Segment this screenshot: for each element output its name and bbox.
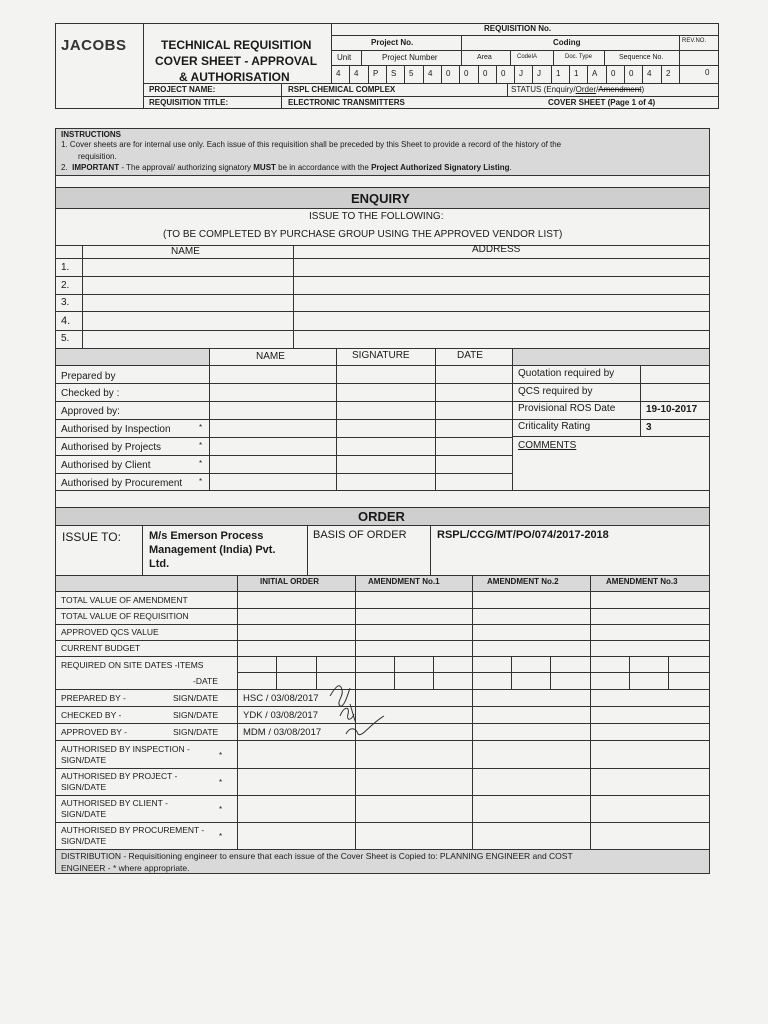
col-amendment-1: AMENDMENT No.1	[368, 577, 440, 586]
code-digit: A	[592, 69, 598, 78]
instruction-1: 1. Cover sheets are for internal use only. Each issue of this requisition shall be preceded by this Sheet to provide a record of the history of the	[61, 140, 562, 149]
order-value-row-label: CURRENT BUDGET	[61, 643, 141, 653]
code-digit: P	[373, 69, 379, 78]
code-digit: 1	[574, 69, 579, 78]
form-title-line-3: & AUTHORISATION	[179, 70, 290, 84]
instruction-1-cont: requisition.	[78, 152, 117, 161]
code-digit: 5	[409, 69, 414, 78]
code-digit: 4	[428, 69, 433, 78]
sign-row-mark: *	[199, 441, 203, 450]
required-date-label: -DATE	[193, 676, 218, 686]
basis-of-order-label: BASIS OF ORDER	[313, 529, 407, 541]
distribution-line-2: ENGINEER - * where appropriate.	[61, 863, 190, 873]
code-sublabel: CodeIA	[517, 54, 538, 60]
auth-row-sign-date: SIGN/DATE	[61, 809, 107, 819]
signed-row-label: PREPARED BY -	[61, 693, 126, 703]
enquiry-right-label: Criticality Rating	[518, 421, 591, 432]
sign-row-mark: *	[199, 423, 203, 432]
requisition-title-value: ELECTRONIC TRANSMITTERS	[288, 98, 405, 107]
sign-row-label: Authorised by Projects	[61, 442, 162, 453]
code-sublabel: Area	[477, 54, 492, 61]
auth-row-asterisk: *	[219, 805, 223, 814]
order-heading: ORDER	[358, 509, 405, 524]
signed-row-sign-date: SIGN/DATE	[173, 727, 219, 737]
issue-to-label: ISSUE TO:	[62, 530, 121, 544]
signed-row-value: HSC / 03/08/2017	[243, 693, 319, 704]
distribution-line-1: DISTRIBUTION - Requisitioning engineer to ensure that each issue of the Cover Sheet is Copied to: PLANNING ENGINEER and COST	[61, 851, 573, 861]
sign-row-label: Approved by:	[61, 406, 120, 417]
required-items-label: REQUIRED ON SITE DATES -ITEMS	[61, 660, 204, 670]
purchase-group-note: (TO BE COMPLETED BY PURCHASE GROUP USING THE APPROVED VENDOR LIST)	[163, 229, 563, 240]
code-digit: 0	[464, 69, 469, 78]
sign-row-label: Prepared by	[61, 371, 116, 382]
sign-header-date: DATE	[457, 350, 483, 361]
sign-row-label: Authorised by Inspection	[61, 424, 171, 435]
instructions-heading: INSTRUCTIONS	[61, 130, 121, 139]
requisition-no-label: REQUISITION No.	[484, 24, 552, 33]
code-digit: 4	[354, 69, 359, 78]
col-amendment-2: AMENDMENT No.2	[487, 577, 559, 586]
sign-row-mark: *	[199, 477, 203, 486]
code-digit: 1	[556, 69, 561, 78]
vendor-line-1: M/s Emerson Process	[149, 530, 264, 542]
code-digit: S	[391, 69, 397, 78]
auth-row-label: AUTHORISED BY CLIENT -	[61, 798, 168, 808]
requisition-title-label: REQUISITION TITLE:	[149, 98, 229, 107]
sign-header-signature: SIGNATURE	[352, 350, 410, 361]
code-digit: 4	[647, 69, 652, 78]
auth-row-asterisk: *	[219, 778, 223, 787]
vendor-row-3: 3.	[61, 297, 70, 308]
coding-label: Coding	[553, 38, 581, 47]
code-digit: 0	[611, 69, 616, 78]
jacobs-logo: JACOBS	[61, 37, 127, 54]
sign-row-mark: *	[199, 459, 203, 468]
order-value-row-label: APPROVED QCS VALUE	[61, 627, 159, 637]
signed-row-label: APPROVED BY -	[61, 727, 127, 737]
enquiry-right-value: 19-10-2017	[646, 404, 698, 415]
code-digit: J	[519, 69, 523, 78]
order-value-row-label: TOTAL VALUE OF REQUISITION	[61, 611, 189, 621]
instruction-2: 2. IMPORTANT - The approval/ authorizing signatory MUST be in accordance with the Project Authorized Signatory Listing.	[61, 163, 512, 172]
vendor-row-1: 1.	[61, 262, 70, 273]
code-digit: 0	[501, 69, 506, 78]
code-digit: 4	[336, 69, 341, 78]
vendor-name-header: NAME	[171, 246, 200, 257]
signed-row-value: YDK / 03/08/2017	[243, 710, 318, 721]
project-name-label: PROJECT NAME:	[149, 85, 216, 94]
code-digit: 2	[666, 69, 671, 78]
project-name-value: RSPL CHEMICAL COMPLEX	[288, 85, 396, 94]
vendor-row-2: 2.	[61, 280, 70, 291]
rev-value: 0	[705, 68, 710, 77]
order-value-row-label: TOTAL VALUE OF AMENDMENT	[61, 595, 188, 605]
code-digit: 0	[629, 69, 634, 78]
vendor-address-header: ADDRESS	[472, 244, 521, 255]
col-amendment-3: AMENDMENT No.3	[606, 577, 678, 586]
code-digit: 0	[483, 69, 488, 78]
auth-row-label: AUTHORISED BY PROJECT -	[61, 771, 178, 781]
vendor-line-2: Management (India) Pvt.	[149, 544, 276, 556]
auth-row-sign-date: SIGN/DATE	[61, 755, 107, 765]
rev-no-label: REV.NO.	[682, 38, 707, 44]
enquiry-right-label: Provisional ROS Date	[518, 403, 616, 414]
enquiry-right-label: QCS required by	[518, 386, 593, 397]
code-digit: 0	[446, 69, 451, 78]
enquiry-right-label: Quotation required by	[518, 368, 615, 379]
auth-row-label: AUTHORISED BY PROCUREMENT -	[61, 825, 205, 835]
vendor-line-3: Ltd.	[149, 558, 170, 570]
issue-to-following: ISSUE TO THE FOLLOWING:	[309, 211, 444, 222]
handwritten-signature	[326, 676, 390, 742]
sign-row-label: Authorised by Procurement	[61, 478, 183, 489]
code-sublabel: Unit	[337, 53, 352, 62]
signed-row-value: MDM / 03/08/2017	[243, 727, 322, 738]
signed-row-label: CHECKED BY -	[61, 710, 122, 720]
code-sublabel: Sequence No.	[619, 54, 664, 61]
comments-label: COMMENTS	[518, 440, 577, 451]
code-sublabel: Doc. Type	[565, 54, 592, 60]
auth-row-sign-date: SIGN/DATE	[61, 782, 107, 792]
sign-row-label: Checked by :	[61, 388, 120, 399]
project-no-label: Project No.	[371, 38, 414, 47]
enquiry-heading: ENQUIRY	[351, 191, 410, 206]
vendor-row-5: 5.	[61, 333, 70, 344]
signed-row-sign-date: SIGN/DATE	[173, 693, 219, 703]
cover-sheet-page: COVER SHEET (Page 1 of 4)	[548, 98, 656, 107]
code-sublabel: Project Number	[382, 53, 438, 62]
enquiry-right-value: 3	[646, 422, 652, 433]
basis-of-order-value: RSPL/CCG/MT/PO/074/2017-2018	[437, 529, 609, 541]
sign-header-name: NAME	[256, 351, 285, 362]
sign-row-label: Authorised by Client	[61, 460, 151, 471]
auth-row-asterisk: *	[219, 832, 223, 841]
col-initial-order: INITIAL ORDER	[260, 577, 319, 586]
form-title-line-2: COVER SHEET - APPROVAL	[155, 54, 318, 68]
form-title-line-1: TECHNICAL REQUISITION	[161, 38, 312, 52]
vendor-row-4: 4.	[61, 315, 71, 327]
signed-row-sign-date: SIGN/DATE	[173, 710, 219, 720]
auth-row-sign-date: SIGN/DATE	[61, 836, 107, 846]
auth-row-label: AUTHORISED BY INSPECTION -	[61, 744, 190, 754]
auth-row-asterisk: *	[219, 751, 223, 760]
status-text: STATUS (Enquiry/Order/Amendment)	[511, 85, 645, 94]
code-digit: J	[537, 69, 541, 78]
